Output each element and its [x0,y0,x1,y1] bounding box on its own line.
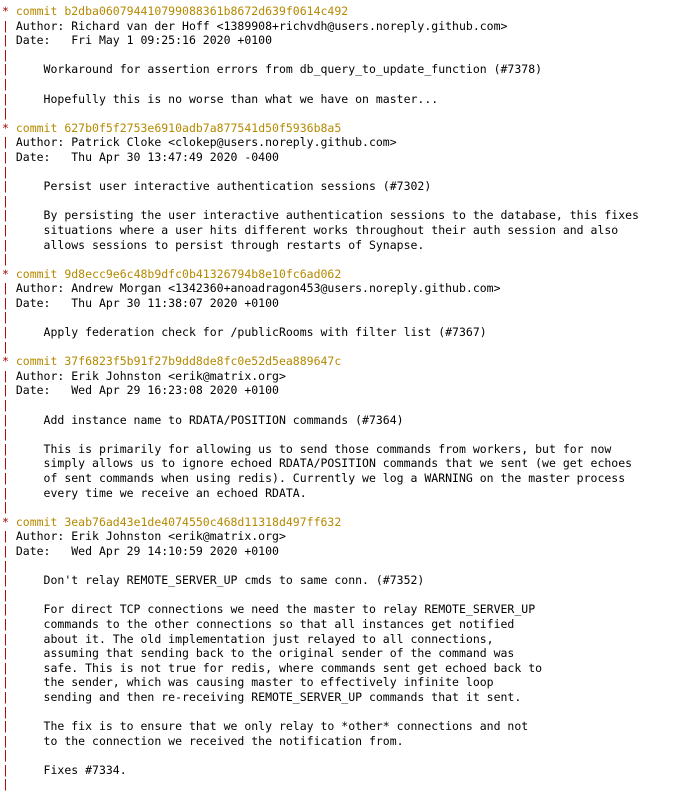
commit-blank-line: | [2,704,9,719]
commit-blank-line: | [2,252,9,267]
commit-body-line: | every time we receive an echoed RDATA. [2,485,307,500]
commit-body-line: | Workaround for assertion errors from db_query_to_update_function (#7378) [2,62,543,77]
commit-body-line: | the sender, which was causing master to effectively infinite loop [2,675,494,690]
commit-body-line: | Persist user interactive authentication sessions (#7302) [2,179,432,194]
commit-body-line: | allows sessions to persist through restarts of Synapse. [2,237,425,252]
commit-body-line: | commands to the other connections so that all instances get notified [2,616,515,631]
commit-body-line: | about it. The old implementation just relayed to all connections, [2,631,494,646]
commit-header-line: * commit 9d8ecc9e6c48b9dfc0b41326794b8e10fc6ad062 [2,266,342,281]
commit-date-line: | Date: Thu Apr 30 13:47:49 2020 -0400 [2,149,279,164]
commit-body-line: | to the connection we received the notification from. [2,733,404,748]
commit-header-line: * commit 37f6823f5b91f27b9dd8de8fc0e52d5ea889647c [2,354,342,369]
commit-date-line: | Date: Thu Apr 30 11:38:07 2020 +0100 [2,295,279,310]
commit-header-line: * commit b2dba060794410799088361b8672d639f0614c492 [2,4,349,18]
commit-body-line: | Add instance name to RDATA/POSITION commands (#7364) [2,412,404,427]
commit-date-line: | Date: Wed Apr 29 14:10:59 2020 +0100 [2,543,279,558]
commit-author-line: | Author: Erik Johnston <erik@matrix.org> [2,368,286,383]
commit-date-line: | Date: Fri May 1 09:25:16 2020 +0100 [2,33,273,48]
commit-body-line: | The fix is to ensure that we only relay to *other* connections and not [2,719,529,734]
commit-author-line: | Author: Erik Johnston <erik@matrix.org> [2,529,286,544]
commit-blank-line: | [2,587,9,602]
commit-body-line: | This is primarily for allowing us to send those commands from workers, but for now [2,441,612,456]
commit-body-line: | of sent commands when using redis). Currently we log a WARNING on the master process [2,471,626,485]
commit-body-line: | Apply federation check for /publicRooms with filter list (#7367) [2,325,487,340]
commit-body-line: | sending and then re-receiving REMOTE_SERVER_UP commands that it sent. [2,689,522,704]
commit-body-line: | Don't relay REMOTE_SERVER_UP cmds to same conn. (#7352) [2,573,425,588]
commit-blank-line: | [2,500,9,515]
commit-blank-line: | [2,427,9,442]
commit-blank-line: | [2,339,9,354]
commit-body-line: | Fixes #7334. [2,762,127,777]
commit-header-line: * commit 627b0f5f2753e6910adb7a877541d50f5936b8a5 [2,120,342,135]
commit-blank-line: | [2,558,9,573]
commit-body-line: | By persisting the user interactive authentication sessions to the database, this fixes [2,208,639,223]
commit-blank-line: | [2,777,9,792]
commit-body-line: | assuming that sending back to the original sender of the command was [2,646,515,661]
commit-blank-line: | [2,748,9,763]
commit-author-line: | Author: Patrick Cloke <clokep@users.noreply.github.com> [2,135,397,150]
commit-blank-line: | [2,47,9,62]
commit-blank-line: | [2,310,9,325]
commit-blank-line: | [2,398,9,413]
commit-blank-line: | [2,106,9,121]
commit-author-line: | Author: Richard van der Hoff <1389908+richvdh@users.noreply.github.com> [2,18,508,33]
commit-body-line: | Hopefully this is no worse than what we have on master... [2,91,439,106]
commit-author-line: | Author: Andrew Morgan <1342360+anoadragon453@users.noreply.github.com> [2,281,501,296]
commit-date-line: | Date: Wed Apr 29 16:23:08 2020 +0100 [2,383,279,398]
commit-blank-line: | [2,164,9,179]
commit-body-line: | For direct TCP connections we need the master to relay REMOTE_SERVER_UP [2,602,536,617]
commit-body-line: | simply allows us to ignore echoed RDATA/POSITION commands that we sent (we get echoes [2,456,633,471]
commit-header-line: * commit 3eab76ad43e1de4074550c468d11318d497ff632 [2,514,342,529]
commit-blank-line: | [2,193,9,208]
commit-body-line: | situations where a user hits different works throughout their auth session and also [2,222,619,237]
commit-body-line: | safe. This is not true for redis, where commands sent get echoed back to [2,660,543,675]
commit-blank-line: | [2,76,9,91]
